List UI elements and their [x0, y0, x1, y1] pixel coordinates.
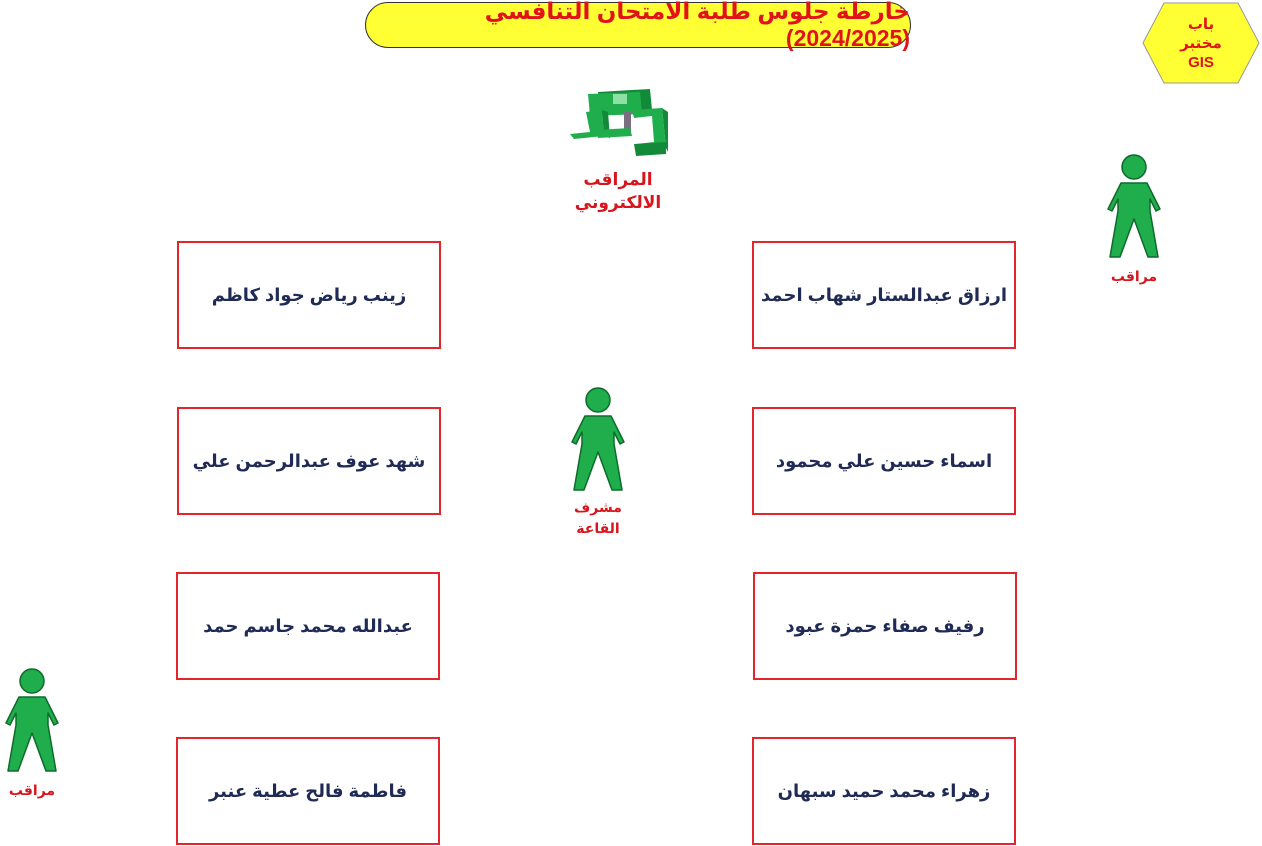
electronic-monitor-label	[560, 168, 676, 214]
invigilator-right-label: مراقب	[1110, 268, 1158, 284]
hall-supervisor-label-line1: مشرف	[574, 499, 622, 515]
seat-right-1	[752, 241, 1016, 349]
person-icon	[568, 386, 628, 494]
invigilator-left-label: مراقب	[8, 782, 56, 798]
seat-left-1	[177, 241, 441, 349]
student-name: عبدالله محمد جاسم حمد	[203, 615, 413, 636]
person-icon	[2, 667, 62, 775]
seat-left-4	[176, 737, 440, 845]
student-name: شهد عوف عبدالرحمن علي	[192, 450, 426, 471]
door-label-line1: باب	[1187, 15, 1215, 33]
student-name: زينب رياض جواد كاظم	[211, 284, 407, 305]
electronic-monitor-label-line2: الالكتروني	[574, 193, 662, 212]
student-name: اسماء حسين علي محمود	[775, 450, 993, 471]
student-name: رفيف صفاء حمزة عبود	[785, 615, 985, 636]
hall-supervisor-label-line2: القاعة	[576, 520, 620, 536]
electronic-monitor-icon	[568, 84, 668, 159]
lab-door-badge	[1142, 2, 1260, 84]
hall-supervisor-label	[560, 497, 636, 539]
seat-right-4	[752, 737, 1016, 845]
student-name: ارزاق عبدالستار شهاب احمد	[761, 284, 1007, 305]
student-name: فاطمة فالح عطية عنبر	[208, 780, 408, 801]
seat-left-2	[177, 407, 441, 515]
seat-right-3	[753, 572, 1017, 680]
person-icon	[1104, 153, 1164, 261]
electronic-monitor-label-line1: المراقب	[583, 170, 653, 189]
page-title: خارطة جلوس طلبة الامتحان التنافسي (2024/2025)	[365, 2, 911, 48]
seat-left-3	[176, 572, 440, 680]
door-label-line3: GIS	[1188, 53, 1214, 71]
seat-right-2	[752, 407, 1016, 515]
student-name: زهراء محمد حميد سبهان	[777, 780, 991, 801]
door-label-line2: مختبر	[1180, 34, 1222, 52]
